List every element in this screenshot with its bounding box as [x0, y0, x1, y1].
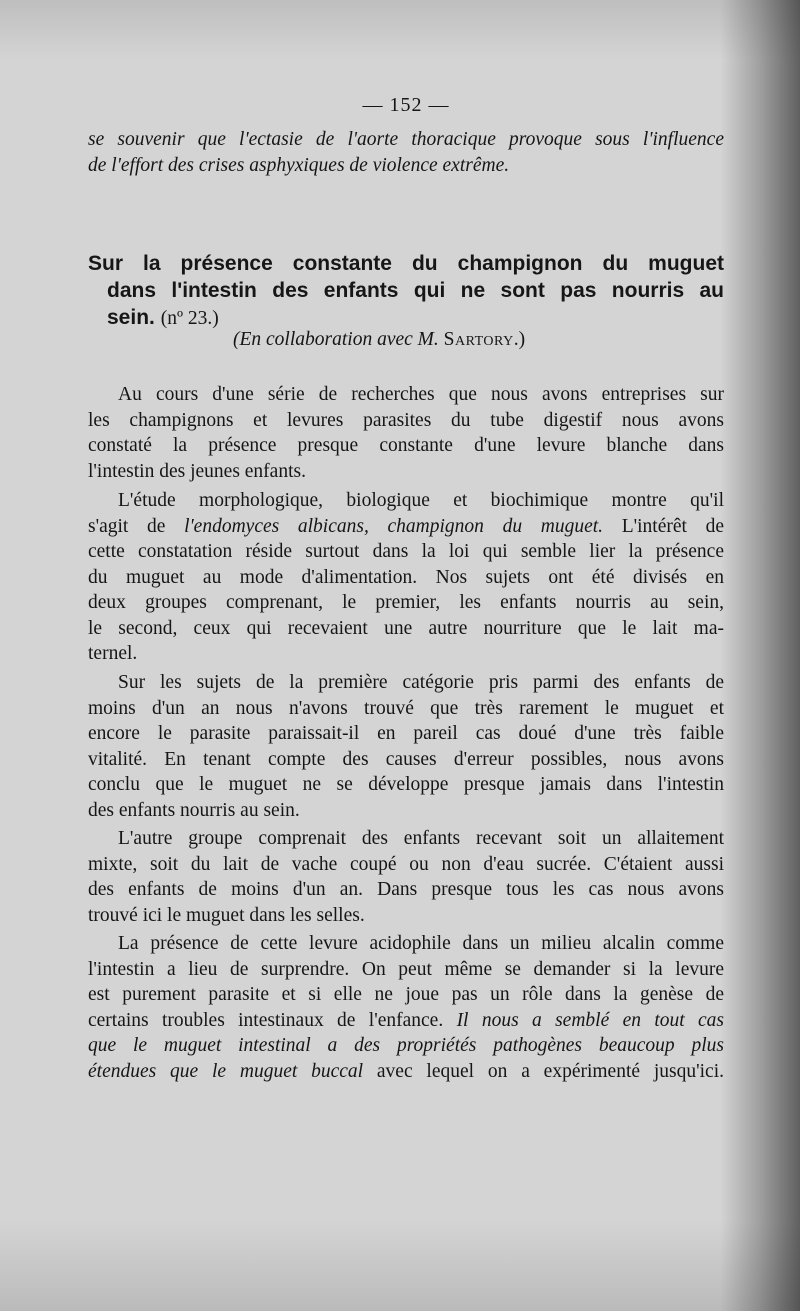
title-text: sein. — [107, 306, 155, 329]
text-line: L'étude morphologique, biologique et biochimique montre qu'il — [118, 490, 724, 511]
text-line: encore le parasite paraissait-il en pareil cas doué d'une très faible — [88, 723, 724, 744]
paragraph-1 — [88, 382, 724, 484]
collab-name: Sartory — [443, 329, 514, 350]
text-run: certains troubles intestinaux de l'enfance. — [88, 1009, 457, 1031]
text-line: le second, ceux qui recevaient une autre nourriture que le lait ma- — [88, 617, 724, 639]
text-line: Sur les sujets de la première catégorie pris parmi des enfants de — [118, 672, 724, 693]
text-line: moins d'un an nous n'avons trouvé que très rarement le muguet et — [88, 697, 724, 719]
text-line — [88, 514, 724, 540]
text-run: s'agit de — [88, 515, 185, 537]
text-line: L'autre groupe comprenait des enfants recevant soit un allaitement — [118, 828, 724, 849]
text-line — [88, 1008, 724, 1034]
text-line: La présence de cette levure acidophile dans un milieu alcalin comme — [118, 933, 724, 954]
text-run: L'intérêt de — [603, 515, 724, 537]
title-line-last — [88, 304, 724, 332]
text-line: vitalité. En tenant compte des causes d'erreur possibles, nous avons — [88, 748, 724, 770]
text-line: que le muguet intestinal a des propriétés pathogènes beaucoup plus — [88, 1035, 724, 1056]
title-line: Sur la présence constante du champignon du muguet — [88, 252, 724, 275]
text-line: trouvé ici le muguet dans les selles. — [88, 904, 365, 926]
text-line: deux groupes comprenant, le premier, les enfants nourris au sein, — [88, 592, 724, 613]
text-line: l'intestin des jeunes enfants. — [88, 460, 306, 482]
text-line: ternel. — [88, 643, 138, 664]
text-line: cette constatation réside surtout dans la loi qui semble lier la présence — [88, 541, 724, 562]
paragraph-2 — [88, 488, 724, 667]
text-line: mixte, soit du lait de vache coupé ou non d'eau sucrée. C'étaient aussi — [88, 853, 724, 875]
page-number: — 152 — — [362, 94, 450, 116]
paragraph-4 — [88, 826, 724, 928]
paragraph-5 — [88, 931, 724, 1084]
collab-prefix: (En collaboration avec M. — [233, 329, 439, 350]
text-line: conclu que le muguet ne se développe presque jamais dans l'intestin — [88, 774, 724, 795]
text-line: est purement parasite et si elle ne joue pas un rôle dans la genèse de — [88, 984, 724, 1005]
text-line: Au cours d'une série de recherches que nous avons entreprises sur — [118, 384, 724, 405]
collaboration-note — [233, 329, 525, 351]
species-name: l'endomyces albicans, champignon du muguet. — [184, 515, 604, 537]
text-line: des enfants de moins d'un an. Dans presque tous les cas nous avons — [88, 879, 724, 900]
text-line — [88, 1059, 724, 1085]
text-line: de l'effort des crises asphyxiques de violence extrême. — [88, 154, 510, 176]
text-run: avec lequel on a expérimenté jusqu'ici. — [363, 1060, 724, 1082]
paragraph-3 — [88, 670, 724, 823]
text-line: les champignons et levures parasites du tube digestif nous avons — [88, 409, 724, 431]
text-line: des enfants nourris au sein. — [88, 799, 300, 821]
text-line: du muguet au mode d'alimentation. Nos sujets ont été divisés en — [88, 566, 724, 588]
text-line: constaté la présence presque constante d'une levure blanche dans — [88, 435, 724, 456]
text-line: se souvenir que l'ectasie de l'aorte thoracique provoque sous l'influence — [88, 129, 724, 150]
title-line: dans l'intestin des enfants qui ne sont pas nourris au — [107, 279, 724, 302]
intro-paragraph — [88, 127, 724, 178]
text-line: l'intestin a lieu de surprendre. On peut même se demander si la levure — [88, 958, 724, 980]
emphasis: Il nous a semblé en tout cas — [456, 1009, 724, 1031]
article-title — [88, 250, 724, 332]
emphasis: étendues que le muguet buccal — [88, 1060, 364, 1082]
collab-suffix: .) — [513, 329, 526, 350]
article-number: (nº 23.) — [160, 308, 219, 329]
